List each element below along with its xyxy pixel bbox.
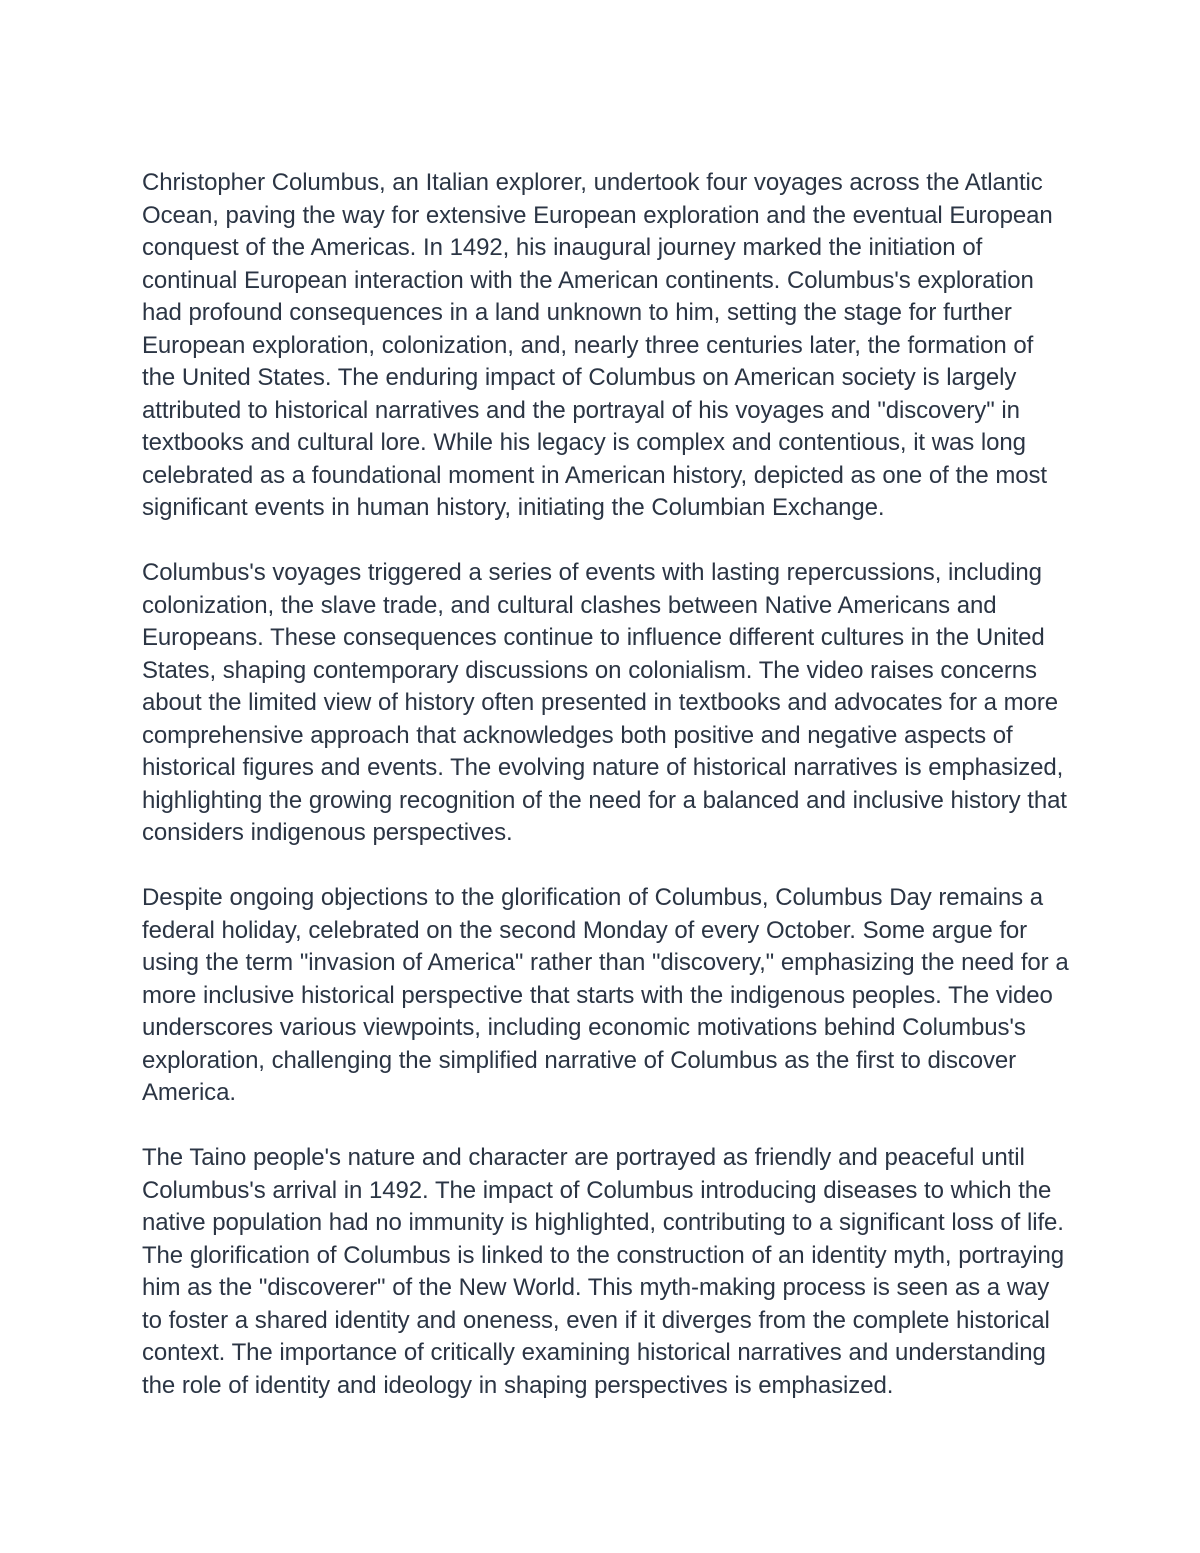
paragraph-2: Columbus's voyages triggered a series of events with lasting repercussions, including colonization, the slave trade, and cultural clashes between Native Americans and Europeans. These consequences continue to influence different cultures in the United States, shaping contemporary discussions on colonialism. The video raises concerns about the limited view of history often presented in textbooks and advocates for a more comprehensive approach that acknowledges both positive and negative aspects of historical figures and events. The evolving nature of historical narratives is emphasized, highlighting the growing recognition of the need for a balanced and inclusive history that considers indigenous perspectives. bbox=[142, 559, 1067, 846]
paragraph-3: Despite ongoing objections to the glorification of Columbus, Columbus Day remains a federal holiday, celebrated on the second Monday of every October. Some argue for using the term "invasion of America" rather than "discovery," emphasizing the need for a more inclusive historical perspective that starts with the indigenous peoples. The video underscores various viewpoints, including economic motivations behind Columbus's exploration, challenging the simplified narrative of Columbus as the first to discover America. bbox=[142, 884, 1069, 1106]
paragraph-1: Christopher Columbus, an Italian explorer, undertook four voyages across the Atlantic Ocean, paving the way for extensive European exploration and the eventual European conquest of the Americas. In 1492, his inaugural journey marked the initiation of continual European interaction with the American continents. Columbus's exploration had profound consequences in a land unknown to him, setting the stage for further European exploration, colonization, and, nearly three centuries later, the formation of the United States. The enduring impact of Columbus on American society is largely attributed to historical narratives and the portrayal of his voyages and "discovery" in textbooks and cultural lore. While his legacy is complex and contentious, it was long celebrated as a foundational moment in American history, depicted as one of the most significant events in human history, initiating the Columbian Exchange. bbox=[142, 169, 1053, 521]
paragraph-4: The Taino people's nature and character are portrayed as friendly and peaceful until Columbus's arrival in 1492. The impact of Columbus introducing diseases to which the native population had no immunity is highlighted, contributing to a significant loss of life. The glorification of Columbus is linked to the construction of an identity myth, portraying him as the "discoverer" of the New World. This myth-making process is seen as a way to foster a shared identity and oneness, even if it diverges from the complete historical context. The importance of critically examining historical narratives and understanding the role of identity and ideology in shaping perspectives is emphasized. bbox=[142, 1144, 1064, 1399]
document-body bbox=[142, 167, 1072, 1402]
